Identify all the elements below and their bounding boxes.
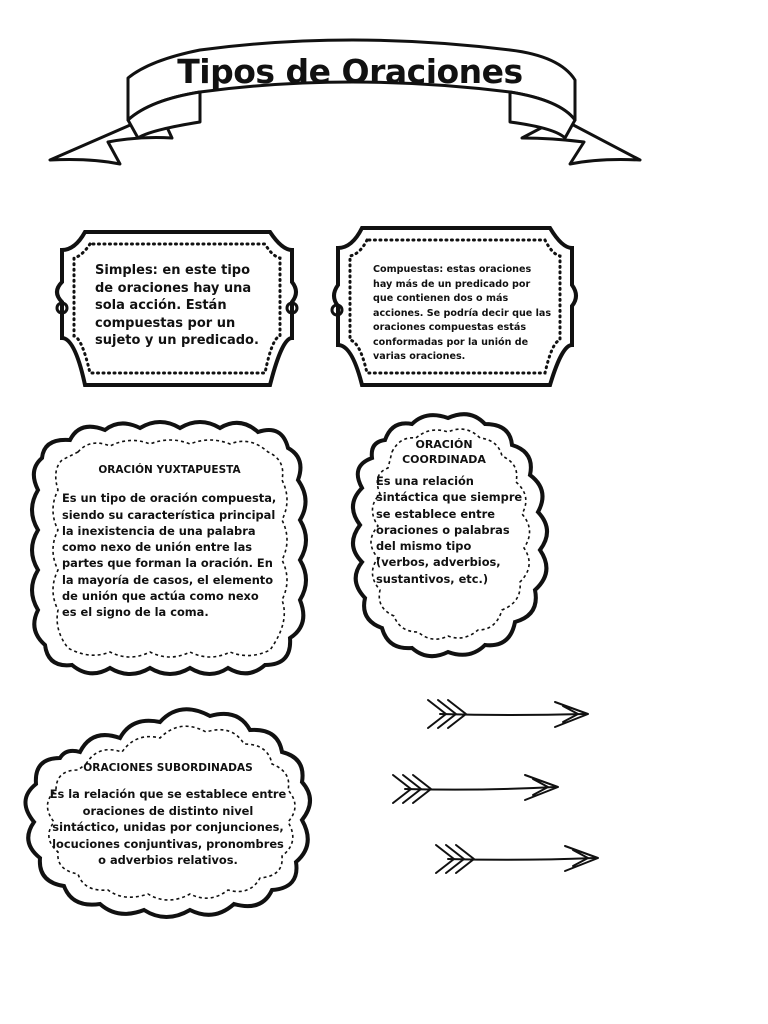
subordinadas-box <box>48 760 288 868</box>
simples-box <box>95 262 265 350</box>
yuxtapuesta-heading: ORACIÓN YUXTAPUESTA <box>98 464 241 476</box>
compuestas-text: estas oraciones hay más de un predicado por que contienen dos o más acciones. Se podría decir que las oraciones compuestas estás conformadas por la unión de varias oraciones. <box>373 264 552 362</box>
coordinada-heading: ORACIÓN COORDINADA <box>402 438 486 466</box>
compuestas-label: Compuestas: <box>373 264 444 275</box>
subordinadas-text: Es la relación que se establece entre oraciones de distinto nivel sintáctico, unidas por conjunciones, locuciones conjuntivas, pronombres o adverbios relativos. <box>49 787 287 868</box>
simples-text: en este tipo de oraciones hay una sola acción. Están compuestas por un sujeto y un predicado. <box>95 263 259 348</box>
page-title: Tipos de Oraciones <box>177 52 523 91</box>
compuestas-box <box>373 263 553 365</box>
subordinadas-heading: ORACIONES SUBORDINADAS <box>83 762 253 774</box>
arrow-2 <box>393 775 558 803</box>
yuxtapuesta-text: Es un tipo de oración compuesta, siendo su característica principal la inexistencia de una palabra como nexo de unión entre las partes que forman la oración. En la mayoría de casos, el elemento de unión que actúa como nexo es el signo de la coma. <box>62 491 277 620</box>
coordinada-text: Es una relación sintáctica que siempre se establece entre oraciones o palabras del mismo tipo (verbos, adverbios, sustantivos, etc.) <box>376 474 523 586</box>
yuxtapuesta-box <box>62 462 277 621</box>
simples-label: Simples: <box>95 263 158 278</box>
arrow-3 <box>436 845 598 873</box>
arrow-1 <box>428 700 588 728</box>
coordinada-box <box>376 437 526 587</box>
